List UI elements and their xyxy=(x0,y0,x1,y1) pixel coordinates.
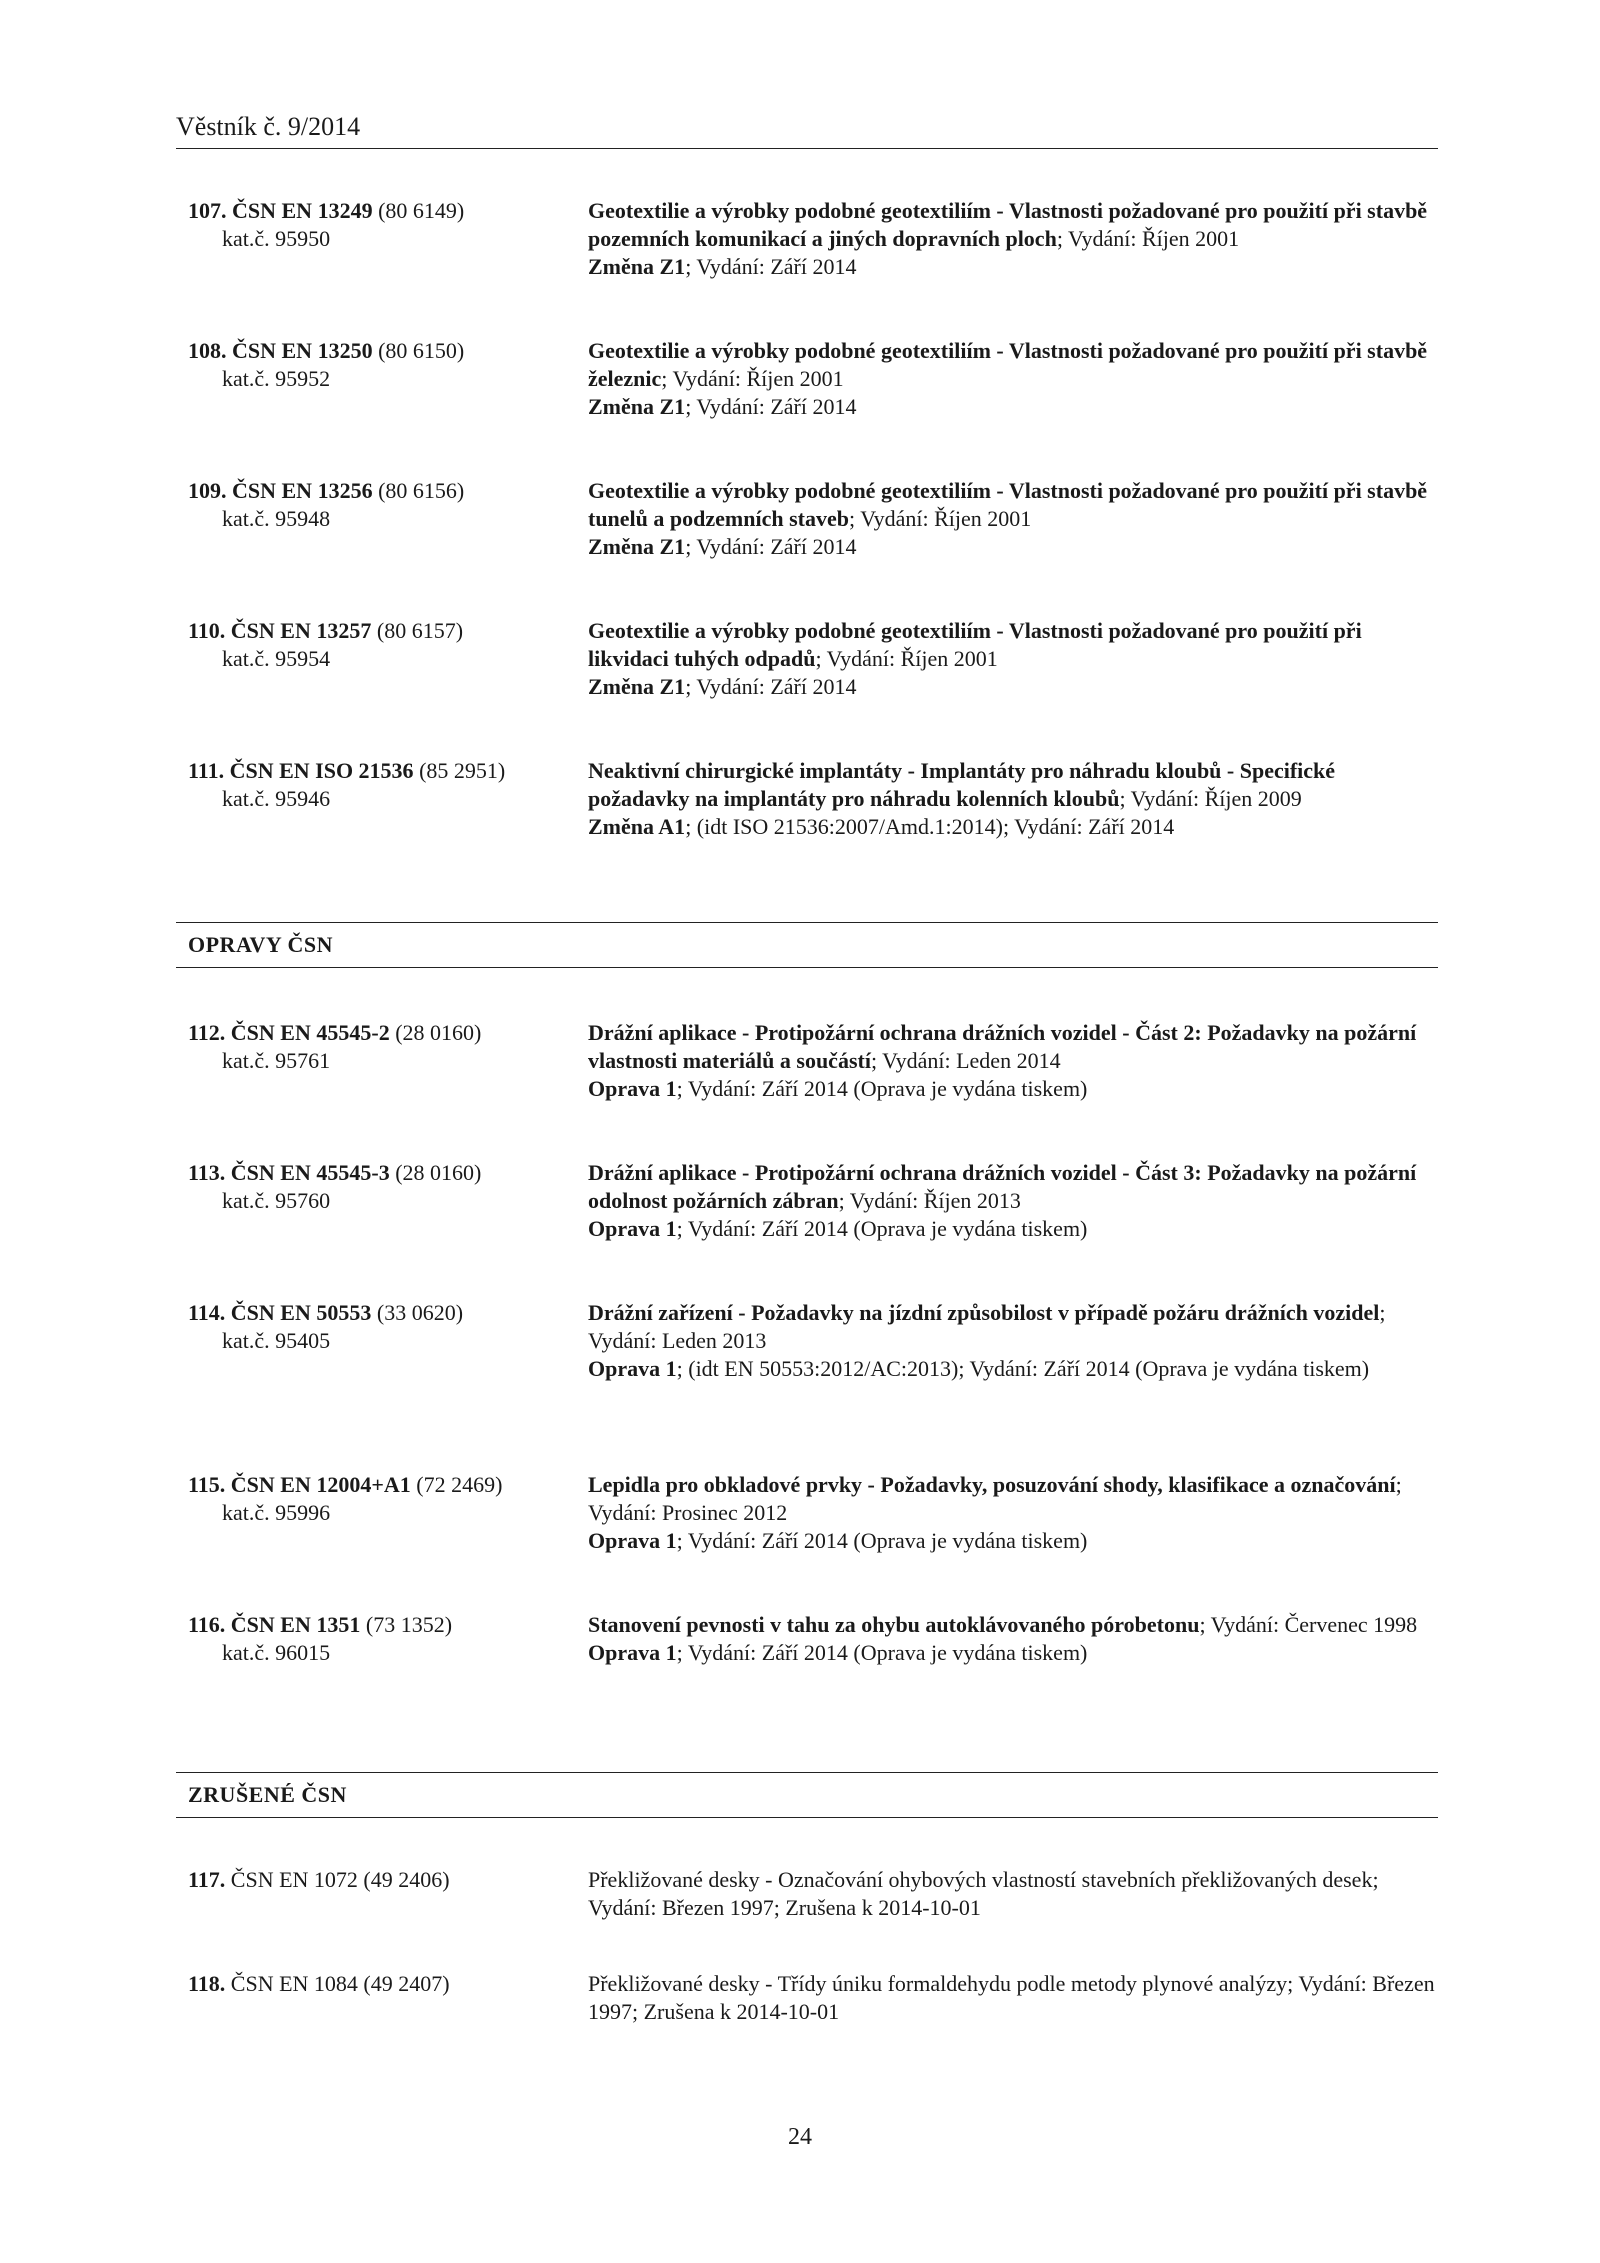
classification: (28 0160) xyxy=(395,1020,482,1045)
standard-code: ČSN EN 50553 xyxy=(230,1300,372,1325)
correction-detail: ; Vydání: Září 2014 (Oprava je vydána tiskem) xyxy=(676,1216,1088,1241)
entry-number: 114. xyxy=(188,1300,226,1325)
change-label: Změna Z1 xyxy=(588,394,686,419)
entry-number: 108. xyxy=(188,338,227,363)
standard-title: Geotextilie a výrobky podobné geotextiliím - Vlastnosti požadované pro použití při stavbě tunelů a podzemních staveb xyxy=(588,478,1428,531)
entry-112 xyxy=(176,1019,1438,1159)
correction-label: Oprava 1 xyxy=(588,1216,677,1241)
page-number: 24 xyxy=(788,2124,812,2150)
entry-description xyxy=(588,1019,1438,1103)
entry-108 xyxy=(176,337,1438,477)
catalog-number: kat.č. 95946 xyxy=(222,786,331,811)
entry-115 xyxy=(176,1471,1438,1611)
catalog-number: kat.č. 95948 xyxy=(222,506,331,531)
edition: ; Vydání: Leden 2013 xyxy=(588,1300,1386,1353)
entry-description xyxy=(588,337,1438,421)
classification: (80 6150) xyxy=(378,338,465,363)
standard-code: ČSN EN 1351 xyxy=(230,1612,361,1637)
entry-description xyxy=(588,617,1438,701)
entry-110 xyxy=(176,617,1438,757)
correction-detail: ; Vydání: Září 2014 (Oprava je vydána tiskem) xyxy=(676,1640,1088,1665)
entry-number: 113. xyxy=(188,1160,226,1185)
standard-title: Lepidla pro obkladové prvky - Požadavky, posuzování shody, klasifikace a označování xyxy=(588,1472,1396,1497)
classification: (73 1352) xyxy=(365,1612,453,1637)
entry-number: 112. xyxy=(188,1020,226,1045)
standard-title: Drážní aplikace - Protipožární ochrana drážních vozidel - Část 3: Požadavky na požární odolnost požárních zábran xyxy=(588,1160,1417,1213)
bulletin-title: Věstník č. 9/2014 xyxy=(176,112,361,141)
withdrawal-text: Překližované desky - Třídy úniku formaldehydu podle metody plynové analýzy; Vydání: Březen 1997; Zrušena k 2014-10-01 xyxy=(588,1971,1435,2024)
standard-title: Drážní zařízení - Požadavky na jízdní způsobilost v případě požáru drážních vozidel xyxy=(588,1300,1380,1325)
catalog-number: kat.č. 95761 xyxy=(222,1048,331,1073)
classification: (72 2469) xyxy=(416,1472,503,1497)
correction-label: Oprava 1 xyxy=(588,1640,677,1665)
changes-list xyxy=(176,197,1438,897)
standard-code: ČSN EN 45545-2 xyxy=(230,1020,390,1045)
standard-title: Drážní aplikace - Protipožární ochrana drážních vozidel - Část 2: Požadavky na požární vlastnosti materiálů a součástí xyxy=(588,1020,1417,1073)
entry-ref xyxy=(188,1970,568,1998)
standard-reference: ČSN EN 1072 (49 2406) xyxy=(230,1867,450,1892)
entry-number: 110. xyxy=(188,618,226,643)
standard-reference: ČSN EN 1084 (49 2407) xyxy=(230,1971,450,1996)
standard-code: ČSN EN ISO 21536 xyxy=(229,758,414,783)
standard-title: Neaktivní chirurgické implantáty - Implantáty pro náhradu kloubů - Specifické požadavky na implantáty pro náhradu kolenních kloubů xyxy=(588,758,1336,811)
entry-description xyxy=(588,1159,1438,1243)
entry-ref xyxy=(188,1019,568,1075)
entry-ref xyxy=(188,1866,568,1894)
standard-code: ČSN EN 13250 xyxy=(232,338,373,363)
entry-ref xyxy=(188,1611,568,1667)
entry-number: 109. xyxy=(188,478,227,503)
entry-113 xyxy=(176,1159,1438,1299)
edition: ; Vydání: Říjen 2001 xyxy=(848,506,1032,531)
classification: (28 0160) xyxy=(395,1160,482,1185)
change-detail: ; Vydání: Září 2014 xyxy=(685,674,857,699)
entry-description xyxy=(588,1970,1438,2026)
entry-118 xyxy=(176,1970,1438,2074)
classification: (85 2951) xyxy=(419,758,506,783)
entry-ref xyxy=(188,197,568,253)
entry-116 xyxy=(176,1611,1438,1751)
catalog-number: kat.č. 95954 xyxy=(222,646,331,671)
edition: ; Vydání: Prosinec 2012 xyxy=(588,1472,1402,1525)
edition: ; Vydání: Říjen 2001 xyxy=(1056,226,1240,251)
change-detail: ; Vydání: Září 2014 xyxy=(685,394,857,419)
entry-number: 118. xyxy=(188,1971,226,1996)
standard-title: Geotextilie a výrobky podobné geotextiliím - Vlastnosti požadované pro použití při stavbě pozemních komunikací a jiných dopravních ploch xyxy=(588,198,1428,251)
correction-label: Oprava 1 xyxy=(588,1356,677,1381)
entry-number: 115. xyxy=(188,1472,226,1497)
change-detail: ; (idt ISO 21536:2007/Amd.1:2014); Vydání: Září 2014 xyxy=(685,814,1175,839)
correction-detail: ; (idt EN 50553:2012/AC:2013); Vydání: Září 2014 (Oprava je vydána tiskem) xyxy=(676,1356,1370,1381)
entry-ref xyxy=(188,477,568,533)
entry-ref xyxy=(188,1299,568,1355)
entry-ref xyxy=(188,337,568,393)
entry-ref xyxy=(188,1471,568,1527)
entry-number: 107. xyxy=(188,198,227,223)
page-header xyxy=(176,112,1438,149)
entry-number: 111. xyxy=(188,758,225,783)
standard-code: ČSN EN 45545-3 xyxy=(230,1160,390,1185)
correction-detail: ; Vydání: Září 2014 (Oprava je vydána tiskem) xyxy=(676,1076,1088,1101)
catalog-number: kat.č. 95760 xyxy=(222,1188,331,1213)
change-label: Změna Z1 xyxy=(588,534,686,559)
standard-title: Geotextilie a výrobky podobné geotextiliím - Vlastnosti požadované pro použití při likvidaci tuhých odpadů xyxy=(588,618,1362,671)
catalog-number: kat.č. 95996 xyxy=(222,1500,331,1525)
catalog-number: kat.č. 95952 xyxy=(222,366,331,391)
entry-description xyxy=(588,1299,1438,1383)
standard-title: Stanovení pevnosti v tahu za ohybu autoklávovaného pórobetonu xyxy=(588,1612,1200,1637)
entry-description xyxy=(588,197,1438,281)
change-detail: ; Vydání: Září 2014 xyxy=(685,534,857,559)
edition: ; Vydání: Leden 2014 xyxy=(870,1048,1061,1073)
entry-107 xyxy=(176,197,1438,337)
entry-description xyxy=(588,1471,1438,1555)
edition: ; Vydání: Červenec 1998 xyxy=(1199,1612,1418,1637)
entry-ref xyxy=(188,1159,568,1215)
correction-detail: ; Vydání: Září 2014 (Oprava je vydána tiskem) xyxy=(676,1528,1088,1553)
change-label: Změna A1 xyxy=(588,814,686,839)
standard-code: ČSN EN 12004+A1 xyxy=(230,1472,411,1497)
entry-description xyxy=(588,757,1438,841)
catalog-number: kat.č. 95950 xyxy=(222,226,331,251)
entry-description xyxy=(588,477,1438,561)
edition: ; Vydání: Říjen 2013 xyxy=(838,1188,1021,1213)
entry-number: 116. xyxy=(188,1612,226,1637)
entry-ref xyxy=(188,617,568,673)
change-label: Změna Z1 xyxy=(588,674,686,699)
correction-label: Oprava 1 xyxy=(588,1076,677,1101)
catalog-number: kat.č. 95405 xyxy=(222,1328,331,1353)
correction-label: Oprava 1 xyxy=(588,1528,677,1553)
entry-description xyxy=(588,1866,1438,1922)
corrections-list xyxy=(176,1019,1438,1751)
classification: (80 6157) xyxy=(376,618,464,643)
entry-117 xyxy=(176,1866,1438,1970)
edition: ; Vydání: Říjen 2001 xyxy=(661,366,844,391)
standard-code: ČSN EN 13257 xyxy=(230,618,372,643)
standard-title: Geotextilie a výrobky podobné geotextiliím - Vlastnosti požadované pro použití při stavbě železnic xyxy=(588,338,1428,391)
change-detail: ; Vydání: Září 2014 xyxy=(685,254,857,279)
entry-description xyxy=(588,1611,1438,1667)
section-title: OPRAVY ČSN xyxy=(188,932,333,957)
section-title: ZRUŠENÉ ČSN xyxy=(188,1782,347,1807)
standard-code: ČSN EN 13256 xyxy=(232,478,373,503)
classification: (80 6149) xyxy=(378,198,465,223)
entry-number: 117. xyxy=(188,1867,226,1892)
section-heading-corrections xyxy=(176,922,1438,968)
standard-code: ČSN EN 13249 xyxy=(232,198,373,223)
classification: (80 6156) xyxy=(378,478,465,503)
entry-114 xyxy=(176,1299,1438,1471)
section-heading-withdrawn xyxy=(176,1772,1438,1818)
entry-111 xyxy=(176,757,1438,897)
change-label: Změna Z1 xyxy=(588,254,686,279)
withdrawal-text: Překližované desky - Označování ohybových vlastností stavebních překližovaných desek; Vydání: Březen 1997; Zrušena k 2014-10-01 xyxy=(588,1867,1379,1920)
edition: ; Vydání: Říjen 2009 xyxy=(1119,786,1302,811)
entry-ref xyxy=(188,757,568,813)
catalog-number: kat.č. 96015 xyxy=(222,1640,331,1665)
withdrawn-list xyxy=(176,1866,1438,2074)
edition: ; Vydání: Říjen 2001 xyxy=(815,646,998,671)
classification: (33 0620) xyxy=(376,1300,464,1325)
entry-109 xyxy=(176,477,1438,617)
